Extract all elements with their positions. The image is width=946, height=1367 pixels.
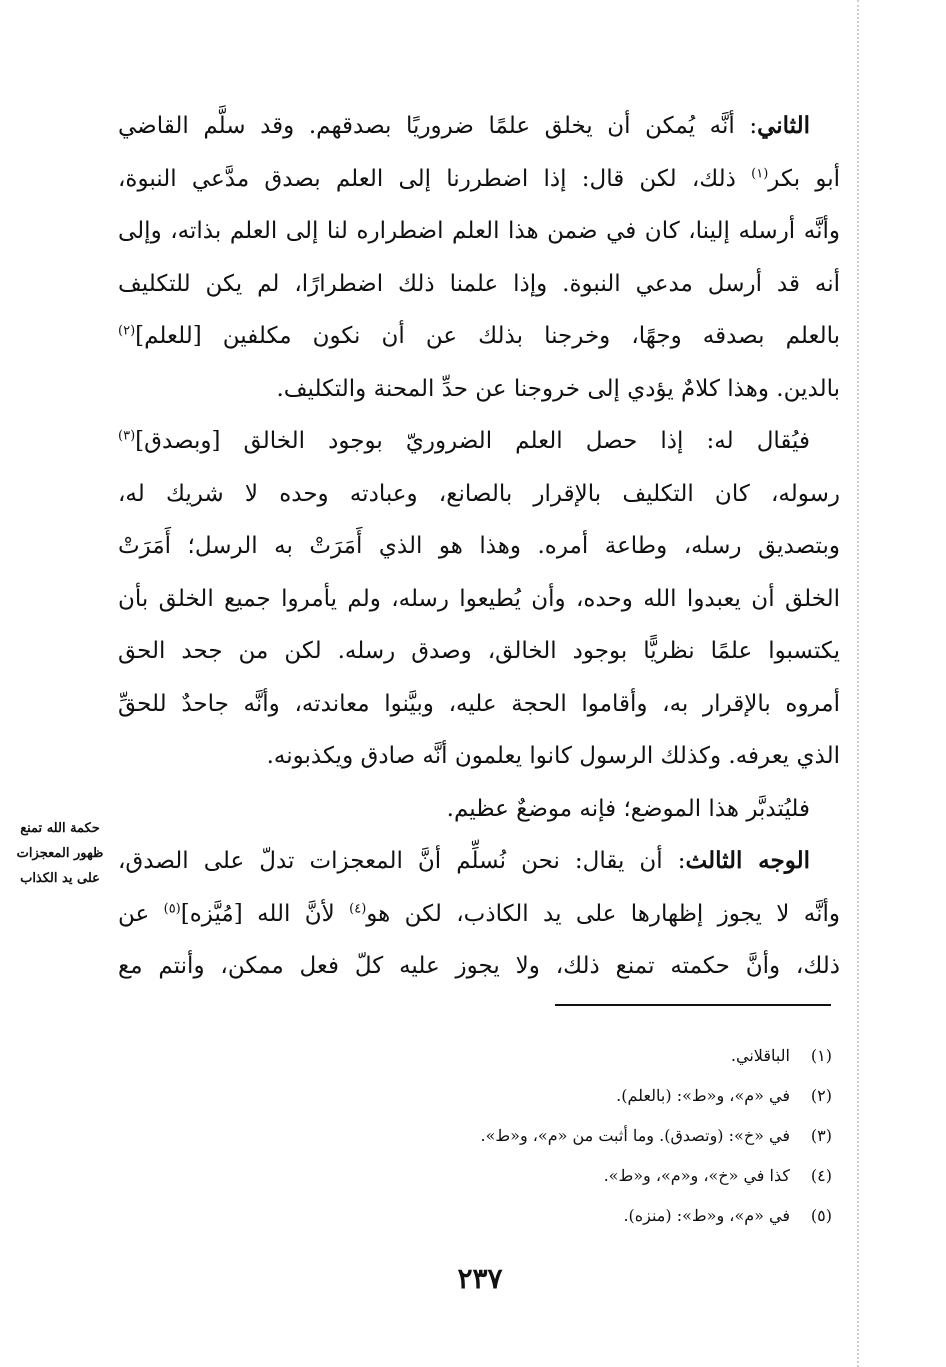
text-line-17: ذلك، وأنَّ حكمته تمنع ذلك، ولا يجوز عليه كلّ فعل ممكن، وأنتم مع bbox=[118, 953, 840, 979]
footnote-text: في «خ»: (وتصدق). وما أثبت من «م»، و«ط». bbox=[480, 1126, 790, 1145]
margin-note-line: على يد الكذاب bbox=[20, 871, 100, 886]
footnote-text: الباقلاني. bbox=[730, 1046, 790, 1065]
text-line-3: وأنَّه أرسله إلينا، كان في ضمن هذا العلم اضطراره لنا إلى العلم بذاته، وإلى bbox=[118, 218, 840, 244]
footnote-number: (٣) bbox=[810, 1126, 832, 1145]
footnote-number: (٢) bbox=[810, 1086, 832, 1105]
text-line-13: الذي يعرفه. وكذلك الرسول كانوا يعلمون أنَّه صادق ويكذبونه. bbox=[266, 743, 840, 769]
footnote-ref-4[interactable]: (٤) bbox=[349, 900, 367, 916]
margin-note bbox=[10, 816, 110, 891]
margin-note-line: ظهور المعجزات bbox=[16, 846, 104, 861]
footnote-text: في «م»، و«ط»: (منزه). bbox=[623, 1206, 790, 1225]
margin-note-line: حكمة الله تمنع bbox=[20, 821, 100, 836]
text-line-12: أمروه بالإقرار به، وأقاموا الحجة عليه، وبيَّنوا معاندته، وأنَّه جاحدٌ للحقِّ bbox=[118, 690, 840, 717]
footnote-number: (٤) bbox=[810, 1166, 832, 1185]
footnote-2 bbox=[380, 1076, 832, 1116]
text-line-1: الثاني: أنَّه يُمكن أن يخلق علمًا ضروريًا بصدقهم. وقد سلَّم القاضي bbox=[118, 112, 810, 139]
text-line-15: الوجه الثالث: أن يقال: نحن نُسلِّم أنَّ المعجزات تدلّ على الصدق، bbox=[118, 847, 810, 874]
text-line-14: فليُتدبَّر هذا الموضع؛ فإنه موضعٌ عظيم. bbox=[446, 795, 810, 822]
text-line-5: بالعلم بصدقه وجهًا، وخرجنا بذلك عن أن نكون مكلفين [للعلم]$^{(٢)}$ bbox=[118, 323, 840, 349]
footnote-separator bbox=[555, 1004, 831, 1006]
page-edge-divider bbox=[857, 0, 859, 1367]
footnote-ref-3[interactable]: (٣) bbox=[118, 428, 136, 444]
section-lead-third: الوجه الثالث bbox=[685, 847, 810, 874]
text-line-4: أنه قد أرسل مدعي النبوة. وإذا علمنا ذلك اضطرارًا، لم يكن للتكليف bbox=[118, 270, 840, 297]
section-lead-second: الثاني bbox=[757, 112, 810, 139]
footnote-3 bbox=[380, 1116, 832, 1156]
text-line-6: بالدين. وهذا كلامٌ يؤدي إلى خروجنا عن حدِّ المحنة والتكليف. bbox=[276, 375, 840, 402]
page-number: ٢٣٧ bbox=[457, 1262, 503, 1295]
text-line-9: وبتصديق رسله، وطاعة أمره. وهذا هو الذي أَمَرَتْ به الرسل؛ أَمَرَتْ bbox=[118, 533, 840, 559]
footnote-text: كذا في «خ»، و«م»، و«ط». bbox=[603, 1166, 790, 1185]
footnote-number: (١) bbox=[810, 1046, 832, 1065]
text-line-11: يكتسبوا علمًا نظريًّا بوجود الخالق، وصدق رسله. لكن من جحد الحق bbox=[118, 638, 840, 664]
text-line-10: الخلق أن يعبدوا الله وحده، وأن يُطيعوا رسله، ولم يأمروا جميع الخلق بأن bbox=[118, 585, 840, 612]
footnotes bbox=[380, 1036, 832, 1236]
text-line-7: فيُقال له: إذا حصل العلم الضروريّ بوجود الخالق [وبصدق]$^{(٣)}$ bbox=[118, 428, 810, 454]
text-line-16: وأنَّه لا يجوز إظهارها على يد الكاذب، لكن هو$^{(٤)}$ لأنَّ الله [مُيَّزه]$^{(٥)}$ عن bbox=[118, 900, 841, 927]
footnote-ref-5[interactable]: (٥) bbox=[163, 900, 181, 916]
footnote-1 bbox=[380, 1036, 832, 1076]
text-line-8: رسوله، كان التكليف بالإقرار بالصانع، وعبادته وحده لا شريك له، bbox=[118, 480, 840, 507]
text-line-2: أبو بكر$^{(١)}$ ذلك، لكن قال: إذا اضطررنا إلى العلم بصدق مدَّعي النبوة، bbox=[118, 165, 840, 192]
footnote-ref-1[interactable]: (١) bbox=[751, 165, 769, 181]
footnote-text: في «م»، و«ط»: (بالعلم). bbox=[616, 1086, 790, 1105]
footnote-4 bbox=[380, 1156, 832, 1196]
footnote-5 bbox=[380, 1196, 832, 1236]
footnote-ref-2[interactable]: (٢) bbox=[118, 323, 136, 339]
footnote-number: (٥) bbox=[810, 1206, 832, 1225]
main-text bbox=[118, 100, 840, 993]
